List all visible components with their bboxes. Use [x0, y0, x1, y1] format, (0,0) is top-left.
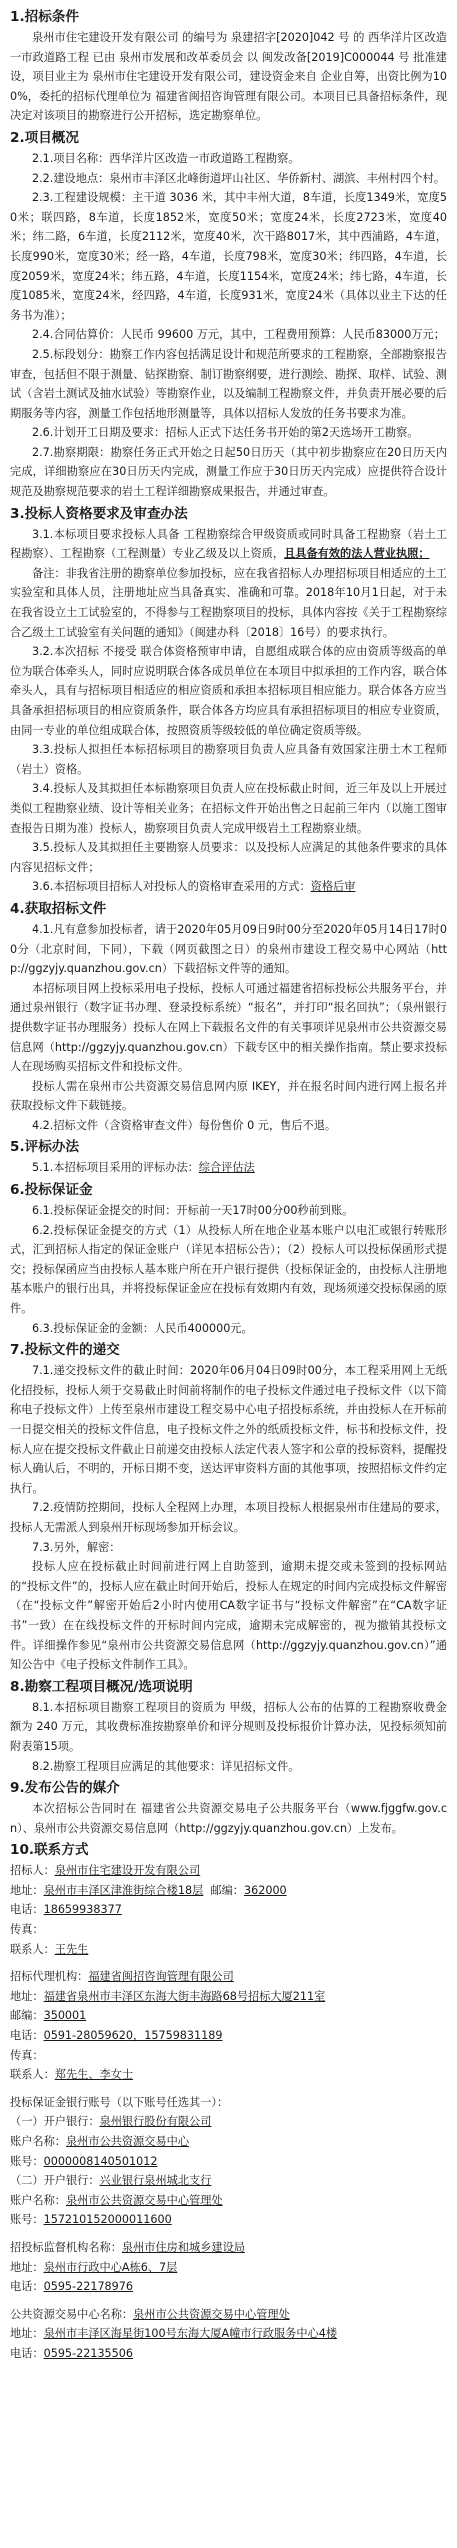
deposit-accounts: 投标保证金银行账号（以下账号任选其一）： （一）开户银行：泉州银行股份有限公司 账户名称：泉州市公共资源交易中心 账号：0000008140501012 （二）开户银行：兴业银行泉州城北支行 账户名称：泉州市公共资源交易中心管理处 账号：157210152000011600	[10, 2093, 447, 2230]
epidemic-note: 7.2.疫情防控期间，投标人全程网上办理，本项目投标人根据泉州市住建局的要求，投标人无需派人到泉州开标现场参加开标会议。	[10, 1501, 447, 1534]
lot-division: 2.5.标段划分：勘察工作内容包括满足设计和规范所要求的工程勘察，全部勘察报告审查，包括但不限于测量、钻探勘察、制订勘察纲要，进行测绘、勘探、取样、试验、测试（含岩土测试及抽水试验）等勘察作业，以及编制工程勘察文件，并负责开展必要的后期服务等内容，测量工作包括地形测量等，具体以招标人发放的任务书要求为准。	[10, 347, 447, 420]
exchange-contact: 公共资源交易中心名称：泉州市公共资源交易中心管理处 地址：泉州市丰泽区海星街100号东海大厦A幢市行政服务中心4楼 电话：0595-22135506	[10, 2307, 338, 2360]
bond-deadline: 6.1.投标保证金提交的时间：开标前一天17时00分00秒前到账。	[32, 1204, 354, 1218]
supervisor-phone: 0595-22178976	[43, 2280, 134, 2294]
agent-contact: 招标代理机构：福建省闽招咨询管理有限公司 地址：福建省泉州市丰泽区东海大街丰海路68号招标大厦211室 邮编：350001 电话：0591-28059620，15759831189 传真： 联系人：郑先生、李女士	[10, 1970, 326, 2082]
supervisor-contact: 招投标监督机构名称：泉州市住房和城乡建设局 地址：泉州市行政中心A栋6、7层 电话：0595-22178976	[10, 2240, 245, 2294]
sign-in-decrypt-text: 投标人应在投标截止时间前进行网上自助签到，逾期未提交或未签到的投标网站的“投标文件”的，投标人应在截止时间开始后，投标人在规定的时间内完成投标文件解密（在“投标文件”解密开始后2小时内使用CA数字证书与“投标文件解密”在“CA数字证书”一致）在在线投标文件的开标时间内完成，逾期未完成解密的，视为撤销其投标文件。详细操作参见“泉州市公共资源交易信息网（http://ggzyjy.quanzhou.gov.cn）”通知公告中《电子投标文件制作工具》。	[10, 1560, 447, 1672]
staff-requirement: 3.5.投标人及其拟担任主要勘察人员要求：以及投标人应满足的其他条件要求的具体内容见招标文件；	[10, 841, 447, 874]
survey-period: 2.7.勘察期限：勘察任务正式开始之日起50日历天（其中初步勘察应在20日历天内完成，详细勘察应在30日历天内完成，测量工作应于30日历天内完成）应提供符合设计规范及勘察规范要求的岩土工程详细勘察成果报告，并通过审查。	[10, 445, 447, 499]
contract-estimate: 2.4.合同估算价：人民币 99600 万元，其中，工程费用预算：人民币83000万元；	[32, 328, 445, 342]
bank2-account-name: 泉州市公共资源交易中心管理处	[65, 2193, 223, 2207]
tenderer-name: 泉州市住宅建设开发有限公司	[54, 1864, 201, 1878]
bond-amount: 6.3.投标保证金的金额：人民币400000元。	[32, 1321, 253, 1335]
section-title-media: 9.发布公告的媒介	[10, 1780, 120, 1797]
experience-requirement: 3.4.投标人及其拟担任本标勘察项目负责人应在投标截止时间，近三年及以上开展过类似工程勘察业绩、设计等相关业务；在招标文件开始出售之日起前三年内（以施工图审查报告日期为准）投标人，勘察项目负责人完成甲级岩土工程勘察业绩。	[10, 782, 447, 835]
agent-phone: 0591-28059620，15759831189	[43, 2029, 223, 2043]
planned-start: 2.6.计划开工日期及要求：招标人正式下达任务书开始的第2天选场开工勘察。	[32, 426, 419, 440]
submission-deadline: 7.1.递交投标文件的截止时间：2020年06月04日09时00分，本工程采用网上无纸化招投标，投标人须于交易截止时间前将制作的电子投标文件通过电子投标文件（以下简称电子投标文件）上传至泉州市建设工程交易中心电子招投标系统，并由投标人在开标前一日提交相关的投标文件信息，电子投标文件之外的纸质投标文件，标书和投标文件，投标人应在提交投标文件截止日前递交由投标人法定代表人签字和公章的投标资料，提醒投标人确认后，不明的，开标日期不变，送达评审资料方面的其他事项，按照招标文件约定执行。	[10, 1364, 447, 1495]
business-license-requirement: 且具备有效的法人营业执照；	[284, 547, 430, 561]
qualification-requirement: 3.1.本标项目要求投标人具备 工程勘察综合甲级资质或同时具备工程勘察（岩土工程勘察）、工程勘察（工程测量）专业乙级及以上资质，且具备有效的法人营业执照；	[10, 527, 447, 561]
section-title-contact: 10.联系方式	[10, 1842, 89, 1859]
survey-other-requirements: 8.2.勘察工程项目应满足的其他要求：详见招标文件。	[32, 1759, 300, 1773]
section-title-obtain-documents: 4.获取招标文件	[10, 900, 107, 917]
tenderer-contact: 招标人：泉州市住宅建设开发有限公司 地址：泉州市丰泽区津淮街综合楼18层 邮编：362000 电话：18659938377 传真： 联系人：王先生	[10, 1864, 287, 1956]
ikey-note: 投标人需在泉州市公共资源交易信息网内原 IKEY，并在报名时间内进行网上报名并获取投标文件下载链接。	[10, 1079, 447, 1113]
tenderer-postcode: 362000	[243, 1883, 287, 1897]
download-period: 4.1.凡有意参加投标者，请于2020年05月09日9时00分至2020年05月14日17时00分（北京时间，下同），下载（网页截图之日）的泉州市建设工程交易中心网站（http://ggzyjy.quanzhou.gov.cn）下载招标文件等的通知。	[10, 922, 447, 976]
project-name: 2.1.项目名称：西华洋片区改造一市政道路工程勘察。	[32, 151, 300, 165]
section-title-evaluation: 5.评标办法	[10, 1139, 79, 1156]
section-title-bid-submission: 7.投标文件的递交	[10, 1342, 120, 1359]
exchange-phone: 0595-22135506	[43, 2346, 134, 2360]
agent-contact-person: 郑先生、李女士	[54, 2068, 134, 2082]
bank2-account-number: 157210152000011600	[43, 2213, 172, 2227]
agent-address: 福建省泉州市丰泽区东海大街丰海路68号招标大厦211室	[43, 1989, 326, 2003]
qualification-note: 备注：非我省注册的勘察单位参加投标，应在我省招标人办理招标项目相适应的土工实验室和具体人员，注册地址应当具备真实、准确和可靠。2018年10月1日起，对于未在我省设立土工试验室的，不得参与工程勘察项目的投标，具体内容按《关于工程勘察综合乙级土工试验室有关问题的通知》（闽建办科〔2018〕16号）的要求执行。	[10, 566, 447, 639]
supervisor-name: 泉州市住房和城乡建设局	[121, 2240, 245, 2254]
supervisor-address: 泉州市行政中心A栋6、7层	[43, 2260, 178, 2274]
project-leader-requirement: 3.3.投标人拟担任本标招标项目的勘察项目负责人应具备有效国家注册土木工程师（岩土）资格。	[10, 743, 447, 776]
bank2-name: 兴业银行泉州城北支行	[99, 2174, 212, 2188]
section-title-tender-conditions: 1.招标条件	[10, 9, 79, 25]
bank1-name: 泉州银行股份有限公司	[99, 2115, 212, 2129]
section-title-project-overview: 2.项目概况	[10, 129, 79, 146]
media-text: 本次招标公告同时在 福建省公共资源交易电子公共服务平台（www.fjggfw.gov.cn）、泉州市公共资源交易信息网（http://ggzyjy.quanzhou.gov.cn）上发布。	[10, 1802, 447, 1835]
announcement-document	[10, 0, 447, 2369]
tenderer-address: 泉州市丰泽区津淮街综合楼18层	[43, 1883, 204, 1897]
tenderer-contact-person: 王先生	[54, 1942, 89, 1956]
section-title-qualification: 3.投标人资格要求及审查办法	[10, 505, 188, 522]
section-title-survey-fee: 8.勘察工程项目概况/选项说明	[10, 1678, 193, 1695]
project-scale: 2.3.工程建设规模：主干道 3036 米，其中丰州大道，8车道，长度1349米，宽度50米；联四路，8车道，长度1852米，宽度50米；宽度24米，长度2723米，宽度40米；纬二路，6车道，长度2112米，宽度40米，次干路8017米，其中西浦路，4车道，长度990米，宽度30米；经一路，4车道，长度798米，宽度30米；纬四路，4车道，长度2059米，宽度24米；纬五路，4车道，长度1154米，宽度24米；纬七路，4车道，长度1085米，宽度24米，经四路，4车道，长度931米，宽度24米（具体以业主下达的任务书为准）；	[10, 191, 447, 322]
bank1-account-name: 泉州市公共资源交易中心	[65, 2135, 190, 2148]
bond-method: 6.2.投标保证金提交的方式（1）从投标人所在地企业基本账户以电汇或银行转账形式，汇到招标人指定的保证金账户（详见本招标公告）；（2）投标人可以投标保函形式提交；投标保函应当由投标人基本账户所在开户银行提供（投标保证金的，由投标人注册地基本账户的银行出具，并将投标保证金应在投标有效期内有效，现场须递交投标保函的原件。	[10, 1223, 447, 1316]
exchange-name: 泉州市公共资源交易中心管理处	[133, 2307, 290, 2321]
exchange-address: 泉州市丰泽区海星街100号东海大厦A幢市行政服务中心4楼	[43, 2327, 338, 2341]
evaluation-method-value: 综合评估法	[198, 1161, 255, 1175]
section-title-bid-bond: 6.投标保证金	[10, 1182, 93, 1199]
review-method-value: 资格后审	[310, 880, 356, 894]
project-location: 2.2.建设地点：泉州市丰泽区北峰街道坪山社区、华侨新村、湖滨、丰州村四个村。	[32, 171, 445, 185]
consortium-rule: 3.2.本次招标 不接受 联合体资格预审申请，自愿组成联合体的应由资质等级高的单位为联合体牵头人，同时应说明联合体各成员单位在本项目中拟承担的工作内容，联合体牵头人，具有与招标项目相适应的相应资质和承担本招标项目相应能力。联合体各方应当具备承担招标项目的相应资质条件，联合体各方均应具有承担招标项目的相应专业资质，由同一专业的单位组成联合体，按照资质等级较低的单位确定资质等级。	[10, 645, 447, 737]
agent-postcode: 350001	[43, 2009, 87, 2023]
online-registration: 本招标项目网上投标采用电子投标，投标人可通过福建省招标投标公共服务平台，并通过泉州银行（数字证书办理、登录投标系统）“报名”，并打印“报名回执”；（泉州银行提供数字证书办理服务）投标人在网上下载报名文件的有关事项详见泉州市公共资源交易信息网（http://ggzyjy.quanzhou.gov.cn）下载专区中的相关操作指南。禁止要求投标人在现场购买招标文件和投标文件。	[10, 981, 447, 1074]
deposit-title: 投标保证金银行账号（以下账号任选其一）：	[10, 2095, 229, 2109]
agent-name: 福建省闽招咨询管理有限公司	[88, 1970, 234, 1984]
bank1-account-number: 0000008140501012	[43, 2154, 158, 2168]
tender-conditions-text: 泉州市住宅建设开发有限公司 的编号为 泉建招字[2020]042 号 的 西华洋片区改造一市政道路工程 已由 泉州市发展和改革委员会 以 闽发改备[2019]C000044 号 批准建设，项目业主为 泉州市住宅建设开发有限公司，建设资金来自 企业自筹，出资比例为100%，委托的招标代理单位为 福建省闽招咨询管理有限公司。本项目已具备招标条件，现决定对该项目的勘察进行公开招标，选定勘察单位。	[10, 31, 447, 123]
survey-fee-text: 8.1.本招标项目勘察工程项目的资质为 甲级，招标人公布的估算的工程勘察收费金额为 240 万元，其收费标准按勘察单价和评分规则及投标报价计算办法，见投标须知前附表第15项。	[10, 1700, 447, 1753]
document-price: 4.2.招标文件（含资格审查文件）每份售价 0 元，售后不退。	[32, 1118, 337, 1132]
review-method: 3.6.本招标项目招标人对投标人的资格审查采用的方式：资格后审	[32, 880, 356, 894]
tenderer-phone: 18659938377	[43, 1903, 122, 1917]
sign-in-decrypt-title: 7.3.另外，解密：	[32, 1540, 121, 1554]
evaluation-method: 5.1.本招标项目采用的评标办法：综合评估法	[32, 1161, 255, 1175]
